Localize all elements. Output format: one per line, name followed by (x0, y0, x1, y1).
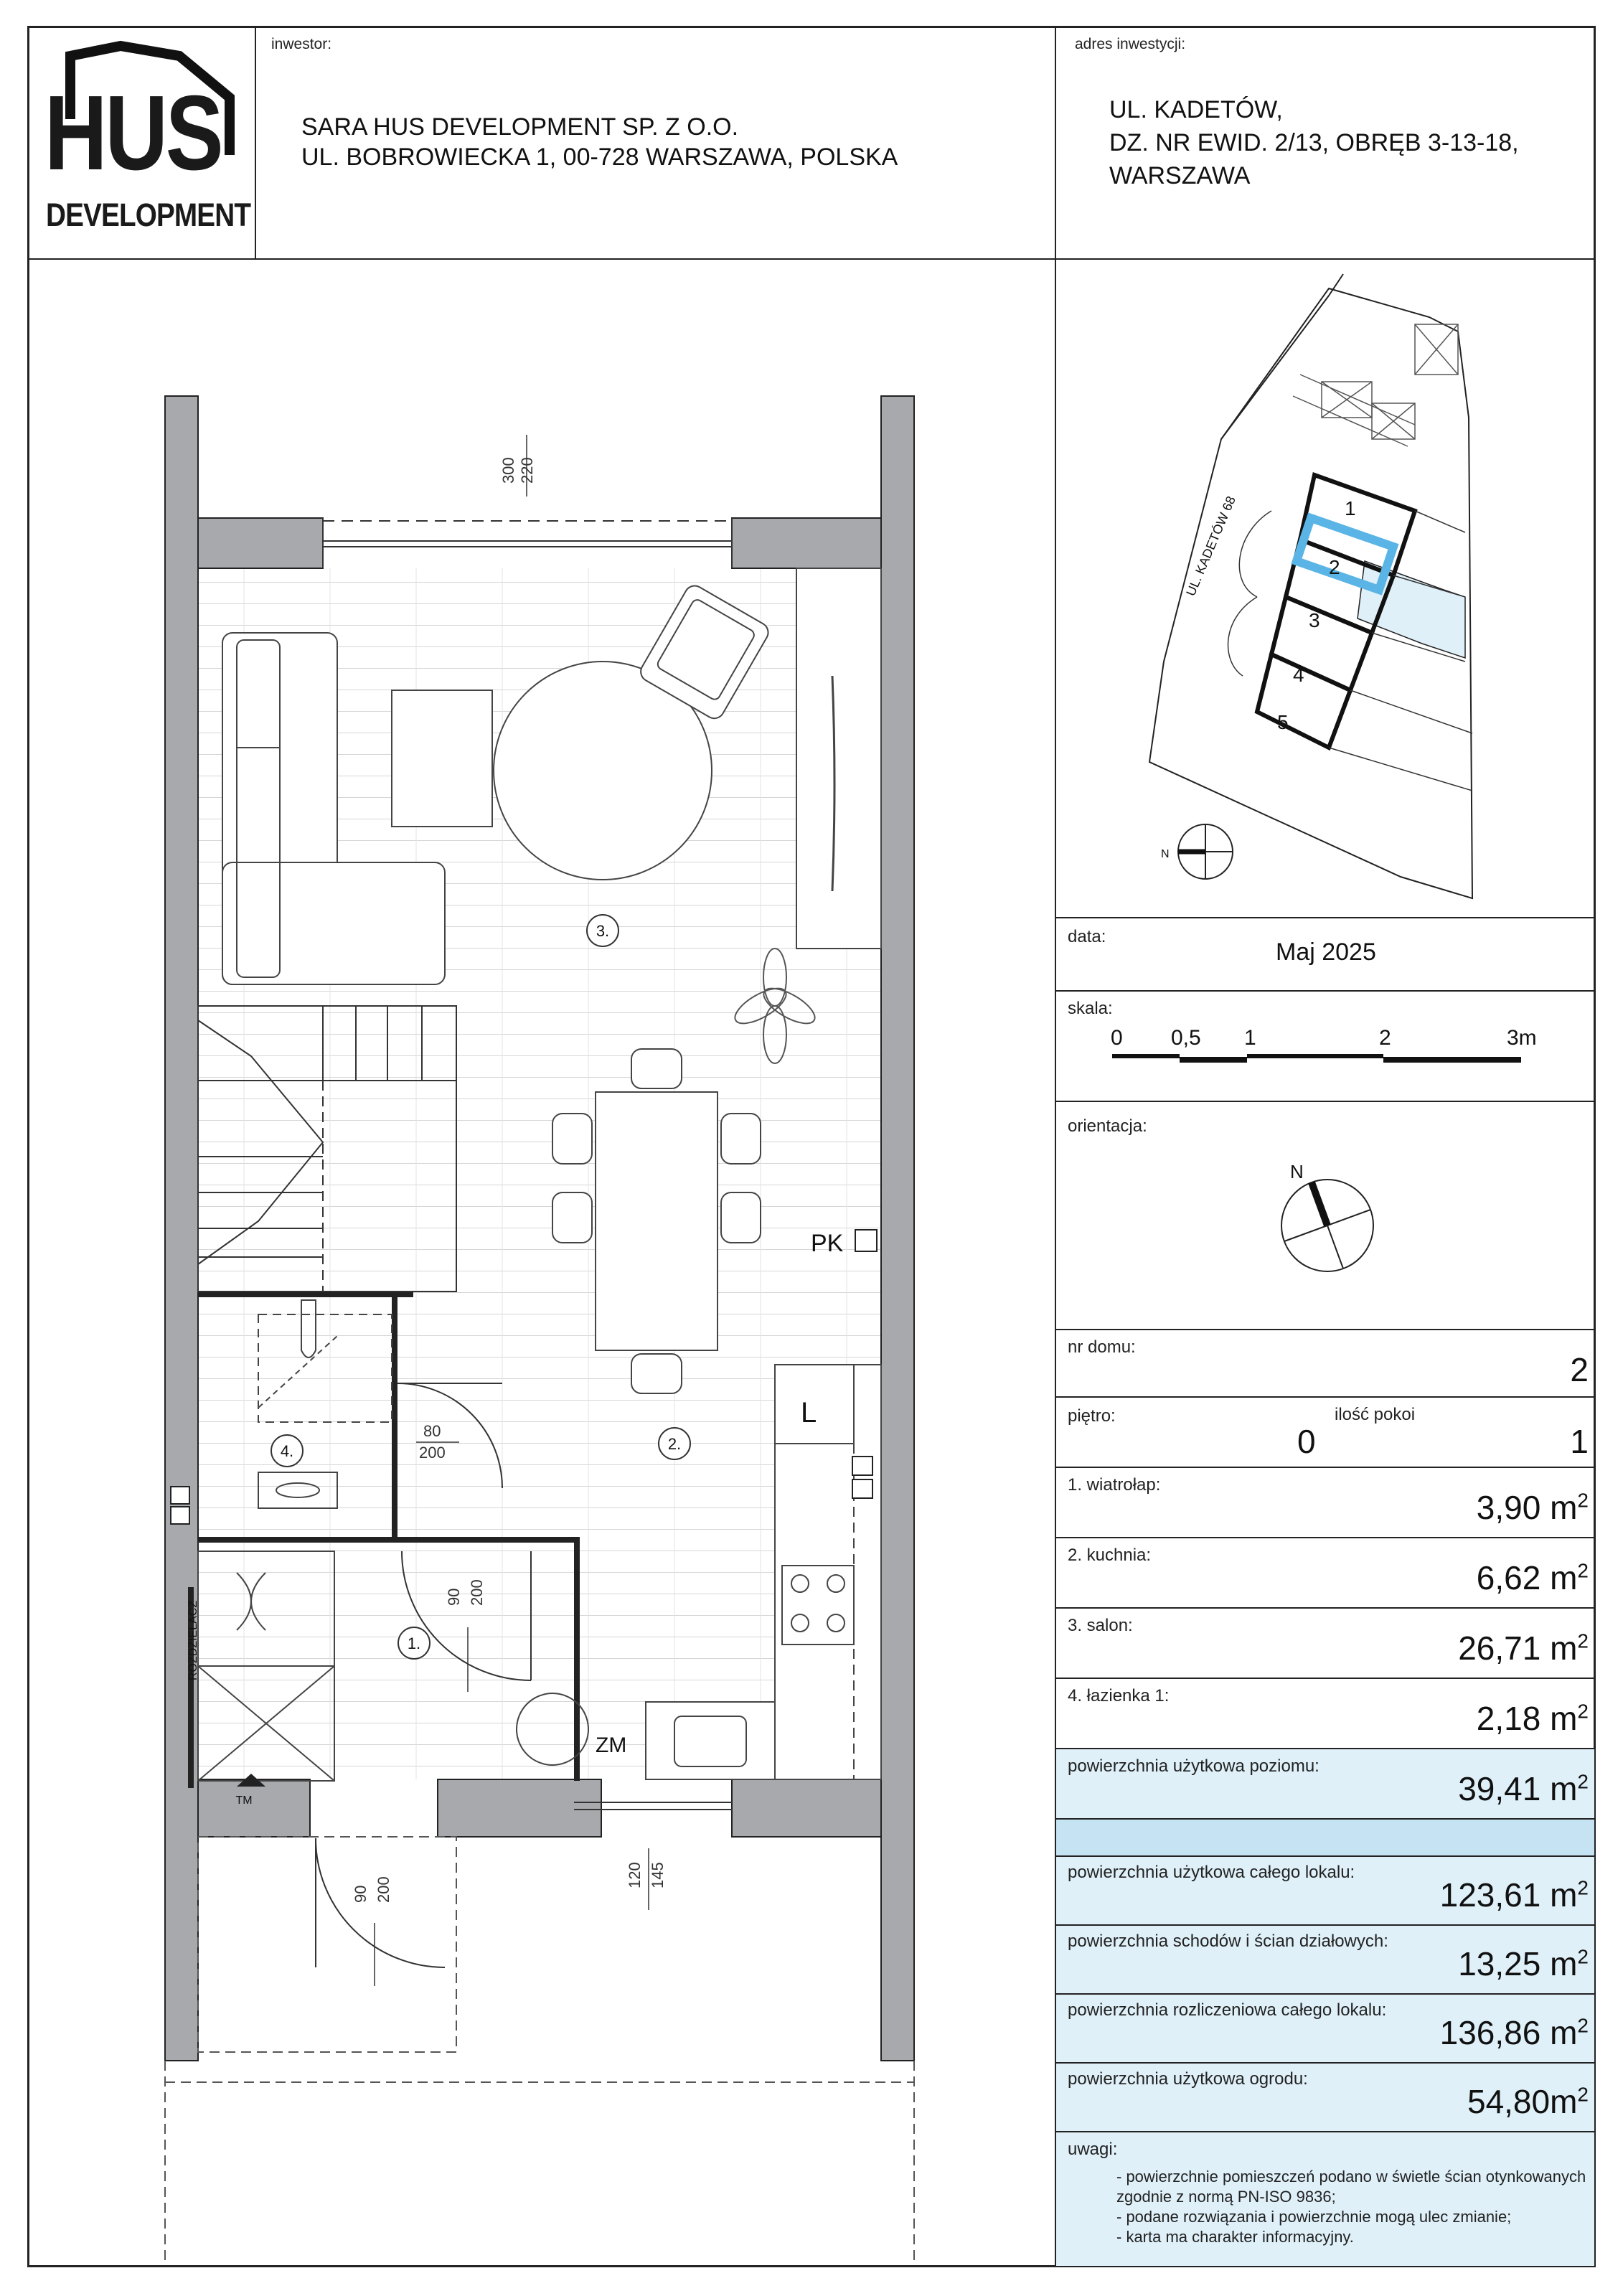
area-label-vestibule: 1. wiatrołap: (1068, 1475, 1161, 1495)
dim-door-hall-2: 200 (468, 1579, 486, 1606)
floor-label: piętro: (1068, 1406, 1116, 1426)
investor-label: inwestor: (271, 36, 332, 52)
scale-label: skala: (1068, 999, 1113, 1018)
date-value: Maj 2025 (1276, 938, 1376, 966)
investment-address-label: adres inwestycji: (1075, 36, 1186, 52)
investment-address-line1: UL. KADETÓW, (1109, 96, 1283, 123)
dim-top-window-1: 300 (499, 457, 517, 484)
l-label: L (801, 1397, 817, 1429)
investor-address: UL. BOBROWIECKA 1, 00-728 WARSZAWA, POLSKA (301, 144, 898, 171)
area-value-kitchen: 6,62 $m^2$ (1476, 1559, 1589, 1596)
logo-divider (255, 26, 256, 258)
total-usable-label: powierzchnia użytkowa całego lokalu: (1068, 1863, 1355, 1882)
dim-door-hall-1: 90 (445, 1588, 463, 1606)
orientation-north-letter: N (1290, 1161, 1304, 1182)
site-house-2: 2 (1329, 556, 1340, 578)
orientation-label: orientacja: (1068, 1116, 1147, 1136)
area-label-kitchen: 2. kuchnia: (1068, 1545, 1152, 1565)
logo-subtitle: DEVELOPMENT (46, 197, 251, 233)
site-plan (1056, 260, 1594, 917)
site-house-5: 5 (1277, 711, 1289, 733)
site-street-label: UL. KADETÓW 68 (1183, 494, 1238, 598)
settlement-area-label: powierzchnia rozliczeniowa całego lokalu: (1068, 2000, 1387, 2020)
remarks-line-2: zgodnie z normą PN-ISO 9836; (1116, 2188, 1336, 2206)
rooms-value: 1 (1570, 1423, 1589, 1460)
zm-label: ZM (596, 1733, 627, 1757)
investor-name: SARA HUS DEVELOPMENT SP. Z O.O. (301, 113, 739, 141)
remarks-line-4: - karta ma charakter informacyjny. (1116, 2228, 1354, 2246)
site-house-1: 1 (1345, 497, 1356, 519)
pk-label: PK (811, 1230, 844, 1257)
level-area-label: powierzchnia użytkowa poziomu: (1068, 1756, 1319, 1776)
investment-address-line2: DZ. NR EWID. 2/13, OBRĘB 3-13-18, (1109, 129, 1519, 156)
house-no-label: nr domu: (1068, 1337, 1136, 1357)
dim-kitchen-window-2: 145 (649, 1862, 667, 1888)
tm-label: TM (235, 1794, 253, 1807)
site-north-arrow-icon (1178, 824, 1233, 879)
dim-door-bath-1: 80 (423, 1422, 441, 1440)
logo-wordmark: HUS (44, 74, 222, 192)
garden-area-value: $54,80m^2$ (1467, 2083, 1589, 2120)
area-value-vestibule: 3,90 $m^2$ (1476, 1489, 1589, 1526)
site-house-4: 4 (1293, 664, 1304, 686)
scale-tick-0: 0 (1111, 1026, 1123, 1050)
room-tag-living: 3. (596, 922, 610, 940)
room-tag-kitchen: 2. (667, 1435, 682, 1453)
room-tag-vestibule: 1. (407, 1634, 421, 1652)
pk-symbol-icon (855, 1230, 877, 1251)
garden-area-label: powierzchnia użytkowa ogrodu: (1068, 2069, 1308, 2089)
stairs-walls-value: 13,25 $m^2$ (1458, 1945, 1589, 1982)
area-label-bathroom: 4. łazienka 1: (1068, 1686, 1170, 1705)
scale-bar (1105, 1023, 1550, 1073)
remarks-line-3: - podane rozwiązania i powierzchnie mogą ulec zmianie; (1116, 2208, 1512, 2226)
scale-tick-05: 0,5 (1171, 1026, 1201, 1050)
stairs-walls-label: powierzchnia schodów i ścian działowych: (1068, 1932, 1388, 1951)
area-value-bathroom: 2,18 $m^2$ (1476, 1700, 1589, 1737)
dim-door-bath-2: 200 (419, 1444, 446, 1462)
scale-tick-2: 2 (1379, 1026, 1391, 1050)
settlement-area-value: 136,86 $m^2$ (1439, 2014, 1589, 2051)
total-usable-value: 123,61 $m^2$ (1439, 1876, 1589, 1914)
area-label-living: 3. salon: (1068, 1616, 1133, 1635)
dim-door-entry-1: 90 (352, 1885, 370, 1903)
remarks-label: uwagi: (1068, 2140, 1118, 2159)
rooms-label: ilość pokoi (1335, 1405, 1416, 1424)
scale-tick-1: 1 (1244, 1026, 1256, 1050)
company-logo (42, 40, 251, 248)
rozdzielacz-label: ROZDZIELACZ (187, 1600, 199, 1680)
dim-kitchen-window-1: 120 (626, 1862, 644, 1888)
site-house-3: 3 (1309, 609, 1320, 631)
house-no-value: 2 (1570, 1351, 1589, 1388)
floor-plan (29, 260, 1053, 2266)
dim-top-window-2: 220 (518, 457, 536, 484)
level-area-value: 39,41 $m^2$ (1458, 1770, 1589, 1807)
area-value-living: 26,71 $m^2$ (1458, 1629, 1589, 1667)
spacer-panel (1056, 1820, 1594, 1855)
remarks-line-1: - powierzchnie pomieszczeń podano w świetle ścian otynkowanych (1116, 2168, 1586, 2186)
floor-value: 0 (1297, 1423, 1316, 1460)
dim-door-entry-2: 200 (375, 1876, 392, 1903)
scale-tick-3m: 3m (1507, 1026, 1537, 1050)
orientation-compass-icon (1263, 1148, 1392, 1292)
date-label: data: (1068, 927, 1106, 946)
investment-address-line3: WARSZAWA (1109, 162, 1251, 189)
site-north-letter: N (1161, 848, 1170, 860)
room-tag-bathroom: 4. (280, 1442, 294, 1460)
